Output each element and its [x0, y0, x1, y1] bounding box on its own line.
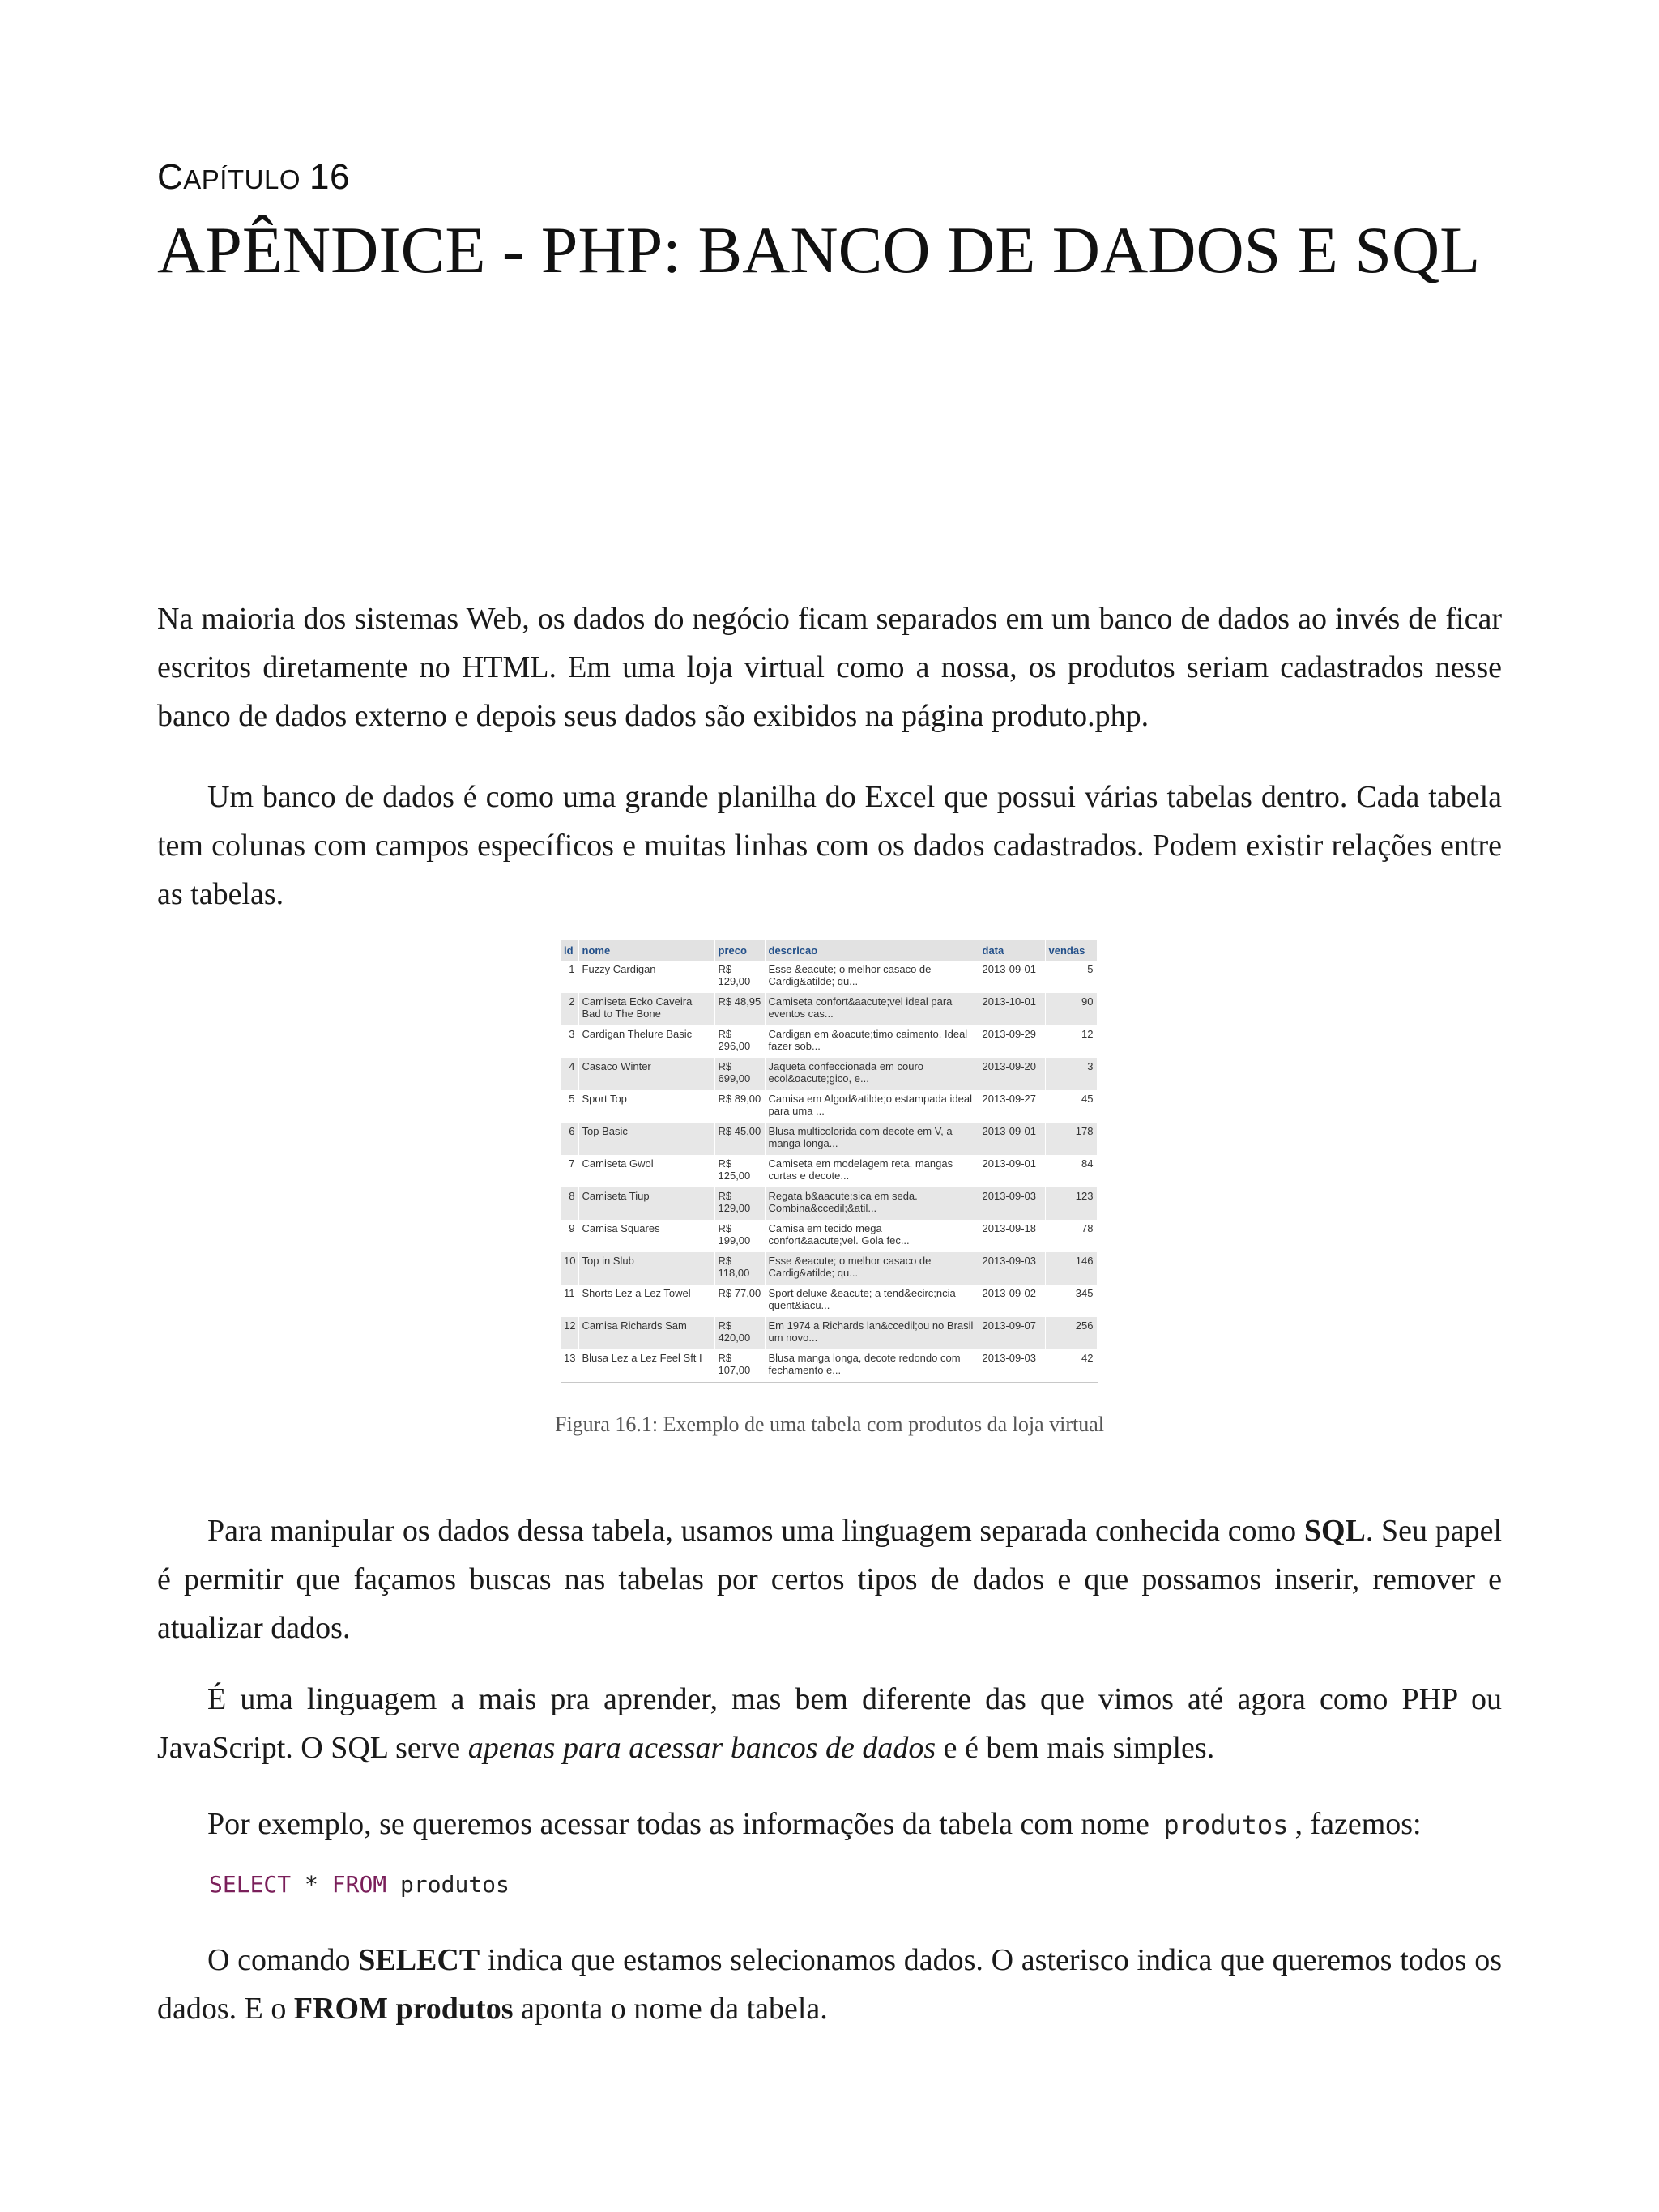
table-cell-data: 2013-09-03 [979, 1349, 1045, 1383]
table-cell-vendas: 345 [1045, 1285, 1097, 1317]
table-cell-id: 10 [561, 1252, 578, 1285]
select-explanation-paragraph [157, 1936, 1502, 2033]
table-cell-data: 2013-09-02 [979, 1285, 1045, 1317]
text-run: É uma linguagem a mais pra aprender, mas bem diferente das que vimos até agora como PHP ou JavaScript. O SQL serve [157, 1682, 1502, 1765]
table-header-row [561, 940, 1097, 961]
table-row [561, 993, 1097, 1025]
table-cell-descricao: Blusa manga longa, decote redondo com fechamento e... [765, 1349, 979, 1383]
table-cell-descricao: Camiseta confort&aacute;vel ideal para eventos cas... [765, 993, 979, 1025]
table-cell-descricao: Camisa em tecido mega confort&aacute;vel. Gola fec... [765, 1220, 979, 1252]
text-run: Por exemplo, se queremos acessar todas as informações da tabela com nome [207, 1807, 1158, 1841]
text-run: indica que estamos selecionamos dados. O asterisco indica que queremos todos os dados. E o [157, 1943, 1502, 2026]
table-cell-id: 12 [561, 1317, 578, 1349]
table-cell-vendas: 5 [1045, 961, 1097, 993]
table-cell-nome: Camiseta Gwol [578, 1155, 714, 1187]
text-run: O comando [207, 1943, 359, 1977]
products-table-figure [561, 940, 1098, 1383]
sql-paragraph [157, 1507, 1502, 1652]
language-paragraph [157, 1675, 1502, 1772]
table-cell-id: 4 [561, 1058, 578, 1090]
text-run: , fazemos: [1294, 1807, 1422, 1841]
column-header: preco [714, 940, 765, 961]
code-keyword: FROM [331, 1871, 387, 1898]
text-run: e é bem mais simples. [936, 1731, 1215, 1765]
column-header: vendas [1045, 940, 1097, 961]
table-cell-vendas: 256 [1045, 1317, 1097, 1349]
inline-code: produtos [1163, 1809, 1289, 1840]
table-row [561, 1187, 1097, 1220]
table-cell-vendas: 78 [1045, 1220, 1097, 1252]
column-header: id [561, 940, 578, 961]
table-cell-data: 2013-09-20 [979, 1058, 1045, 1090]
table-cell-descricao: Cardigan em &oacute;timo caimento. Ideal fazer sob... [765, 1025, 979, 1058]
table-row [561, 1155, 1097, 1187]
table-body [561, 961, 1097, 1383]
database-paragraph: Um banco de dados é como uma grande planilha do Excel que possui várias tabelas dentro. Cada tabela tem colunas com campos específicos e muitas linhas com os dados cadastrados. Podem existir relações entre as tabelas. [157, 780, 1502, 911]
text-run: . Seu papel é permitir que façamos buscas nas tabelas por certos tipos de dados e que possamos inserir, remover e atualizar dados. [157, 1514, 1502, 1645]
table-cell-descricao: Camiseta em modelagem reta, mangas curtas e decote... [765, 1155, 979, 1187]
table-cell-preco: R$ 77,00 [714, 1285, 765, 1317]
table-cell-preco: R$ 296,00 [714, 1025, 765, 1058]
table-cell-nome: Shorts Lez a Lez Towel [578, 1285, 714, 1317]
column-header: nome [578, 940, 714, 961]
table-cell-preco: R$ 45,00 [714, 1123, 765, 1155]
table-cell-id: 6 [561, 1123, 578, 1155]
table-cell-preco: R$ 118,00 [714, 1252, 765, 1285]
table-row [561, 961, 1097, 993]
chapter-label-rest: APÍTULO [183, 164, 301, 194]
table-cell-descricao: Em 1974 a Richards lan&ccedil;ou no Brasil um novo... [765, 1317, 979, 1349]
table-cell-id: 5 [561, 1090, 578, 1123]
table-cell-preco: R$ 129,00 [714, 961, 765, 993]
table-cell-data: 2013-09-07 [979, 1317, 1045, 1349]
table-cell-id: 11 [561, 1285, 578, 1317]
italic-phrase: apenas para acessar bancos de dados [467, 1731, 936, 1765]
table-cell-preco: R$ 107,00 [714, 1349, 765, 1383]
text-run: Para manipular os dados dessa tabela, usamos uma linguagem separada conhecida como [207, 1514, 1304, 1548]
table-cell-data: 2013-09-01 [979, 961, 1045, 993]
table-cell-nome: Camisa Richards Sam [578, 1317, 714, 1349]
table-cell-nome: Camisa Squares [578, 1220, 714, 1252]
table-cell-preco: R$ 89,00 [714, 1090, 765, 1123]
table-row [561, 1220, 1097, 1252]
table-cell-nome: Top Basic [578, 1123, 714, 1155]
table-row [561, 1123, 1097, 1155]
table-cell-descricao: Sport deluxe &eacute; a tend&ecirc;ncia quent&iacu... [765, 1285, 979, 1317]
table-row [561, 1090, 1097, 1123]
table-cell-vendas: 84 [1045, 1155, 1097, 1187]
table-cell-nome: Top in Slub [578, 1252, 714, 1285]
table-cell-id: 13 [561, 1349, 578, 1383]
column-header: data [979, 940, 1045, 961]
table-cell-data: 2013-10-01 [979, 993, 1045, 1025]
table-cell-descricao: Blusa multicolorida com decote em V, a manga longa... [765, 1123, 979, 1155]
table-cell-nome: Camiseta Tiup [578, 1187, 714, 1220]
table-cell-data: 2013-09-01 [979, 1155, 1045, 1187]
table-cell-data: 2013-09-03 [979, 1187, 1045, 1220]
table-cell-data: 2013-09-03 [979, 1252, 1045, 1285]
table-cell-vendas: 178 [1045, 1123, 1097, 1155]
table-cell-id: 9 [561, 1220, 578, 1252]
table-row [561, 1058, 1097, 1090]
figure-caption: Figura 16.1: Exemplo de uma tabela com produtos da loja virtual [554, 1413, 1104, 1436]
example-paragraph [157, 1800, 1502, 1849]
table-cell-preco: R$ 420,00 [714, 1317, 765, 1349]
table-row [561, 1285, 1097, 1317]
text-run: aponta o nome da tabela. [513, 1992, 828, 2026]
table-cell-vendas: 12 [1045, 1025, 1097, 1058]
table-cell-nome: Fuzzy Cardigan [578, 961, 714, 993]
table-cell-data: 2013-09-01 [979, 1123, 1045, 1155]
table-cell-id: 3 [561, 1025, 578, 1058]
table-row [561, 1025, 1097, 1058]
table-cell-vendas: 146 [1045, 1252, 1097, 1285]
table-cell-descricao: Jaqueta confeccionada em couro ecol&oacute;gico, e... [765, 1058, 979, 1090]
table-cell-id: 8 [561, 1187, 578, 1220]
table-cell-data: 2013-09-18 [979, 1220, 1045, 1252]
bold-term: SELECT [358, 1943, 480, 1977]
table-cell-descricao: Regata b&aacute;sica em seda. Combina&ccedil;&atil... [765, 1187, 979, 1220]
code-operator: * [291, 1871, 332, 1898]
table-cell-nome: Cardigan Thelure Basic [578, 1025, 714, 1058]
table-cell-vendas: 45 [1045, 1090, 1097, 1123]
code-keyword: SELECT [209, 1871, 292, 1898]
table-cell-vendas: 90 [1045, 993, 1097, 1025]
table-cell-descricao: Esse &eacute; o melhor casaco de Cardig&atilde; qu... [765, 1252, 979, 1285]
table-row [561, 1252, 1097, 1285]
table-cell-preco: R$ 129,00 [714, 1187, 765, 1220]
code-block [209, 1871, 510, 1898]
table-cell-id: 7 [561, 1155, 578, 1187]
table-cell-nome: Camiseta Ecko Caveira Bad to The Bone [578, 993, 714, 1025]
intro-paragraph: Na maioria dos sistemas Web, os dados do negócio ficam separados em um banco de dados ao invés de ficar escritos diretamente no HTML. Em uma loja virtual como a nossa, os produtos seriam cadastrados nesse banco de dados externo e depois seus dados são exibidos na página produto.php. [157, 602, 1502, 733]
table-cell-vendas: 123 [1045, 1187, 1097, 1220]
table-row [561, 1349, 1097, 1383]
chapter-label-initial: C [157, 157, 184, 197]
code-identifier: produtos [386, 1871, 510, 1898]
table-cell-id: 2 [561, 993, 578, 1025]
table-cell-nome: Blusa Lez a Lez Feel Sft I [578, 1349, 714, 1383]
table-cell-vendas: 42 [1045, 1349, 1097, 1383]
bold-term: SQL [1303, 1514, 1366, 1548]
table-cell-data: 2013-09-27 [979, 1090, 1045, 1123]
table-cell-preco: R$ 699,00 [714, 1058, 765, 1090]
bold-term: FROM produtos [293, 1992, 514, 2026]
table-cell-preco: R$ 125,00 [714, 1155, 765, 1187]
table-cell-descricao: Camisa em Algod&atilde;o estampada ideal para uma ... [765, 1090, 979, 1123]
table-cell-preco: R$ 199,00 [714, 1220, 765, 1252]
table-row [561, 1317, 1097, 1349]
table-cell-data: 2013-09-29 [979, 1025, 1045, 1058]
column-header: descricao [765, 940, 979, 961]
table-cell-nome: Sport Top [578, 1090, 714, 1123]
table-cell-descricao: Esse &eacute; o melhor casaco de Cardig&atilde; qu... [765, 961, 979, 993]
chapter-label [157, 157, 350, 198]
table-cell-preco: R$ 48,95 [714, 993, 765, 1025]
table-cell-vendas: 3 [1045, 1058, 1097, 1090]
chapter-title: APÊNDICE - PHP: BANCO DE DADOS E SQL [157, 213, 1481, 287]
table-cell-id: 1 [561, 961, 578, 993]
chapter-number: 16 [309, 157, 350, 197]
table-cell-nome: Casaco Winter [578, 1058, 714, 1090]
